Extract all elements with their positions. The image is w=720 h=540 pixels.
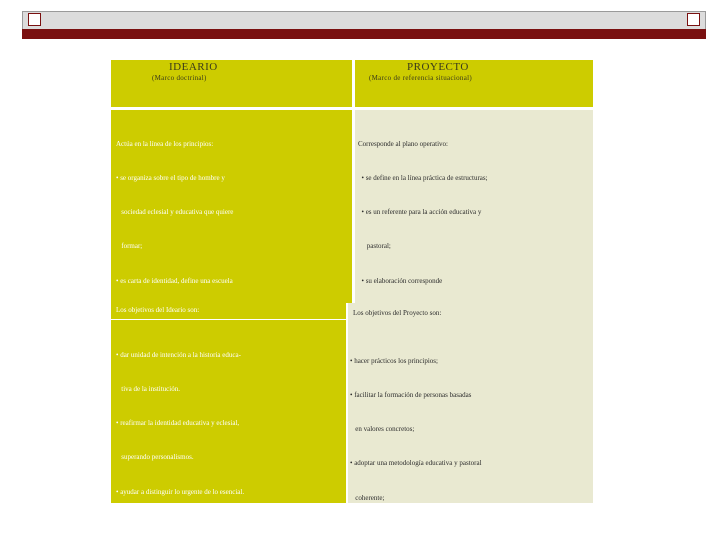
text-line: en valores concretos; (350, 425, 415, 434)
ideario-objectives-cell (111, 303, 346, 503)
text-line: • facilitar la formación de personas basadas (350, 391, 472, 400)
text-line: • es un referente para la acción educativa y (358, 208, 482, 217)
proyecto-header (355, 60, 593, 107)
proyecto-plan-cell (355, 110, 593, 303)
text-line: pastoral; (358, 242, 391, 251)
text-line: • es carta de identidad, define una escuela (116, 276, 233, 285)
text-line: Actúa en la línea de los principios: (116, 139, 214, 148)
text-line: • adoptar una metodología educativa y pastoral (350, 459, 482, 468)
proyecto-objectives-list (350, 333, 500, 503)
text-line: sociedad eclesial y educativa que quiere (116, 208, 234, 217)
ideario-title: IDEARIO (169, 61, 218, 73)
text-line: • ayudar a distinguir lo urgente de lo esencial. (116, 487, 245, 496)
proyecto-title: PROYECTO (407, 61, 469, 73)
text-line: • se organiza sobre el tipo de hombre y (116, 174, 225, 183)
ideario-subtitle: (Marco doctrinal) (152, 74, 207, 82)
ideario-objectives-heading: Los objetivos del Ideario son: (116, 306, 200, 314)
proyecto-subtitle: (Marco de referencia situacional) (369, 74, 472, 82)
text-line: • dar unidad de intención a la historia educa- (116, 350, 241, 359)
text-line: formar; (116, 242, 143, 251)
text-line: • reafirmar la identidad educativa y eclesial, (116, 419, 240, 428)
banner-right-square-icon (687, 13, 700, 26)
text-line: • su elaboración corresponde (358, 276, 443, 285)
ideario-objectives-list (116, 327, 244, 503)
proyecto-objectives-cell (348, 303, 593, 503)
proyecto-plan-text (358, 116, 492, 303)
text-line: tiva de la institución. (116, 385, 180, 394)
banner-left-square-icon (28, 13, 41, 26)
text-line: coherente; (350, 493, 385, 502)
proyecto-objectives-heading: Los objetivos del Proyecto son: (353, 309, 442, 317)
text-line: • se define en la línea práctica de estructuras; (358, 174, 488, 183)
text-line: Corresponde al plano operativo: (358, 139, 449, 148)
ideario-header (111, 60, 352, 107)
banner-accent-bar (22, 29, 706, 39)
ideario-principles-cell (111, 110, 352, 303)
ideario-principles-text (116, 116, 249, 303)
text-line: • hacer prácticos los principios; (350, 356, 438, 365)
ideario-objectives-divider (111, 319, 346, 320)
text-line: superando personalismos. (116, 453, 194, 462)
